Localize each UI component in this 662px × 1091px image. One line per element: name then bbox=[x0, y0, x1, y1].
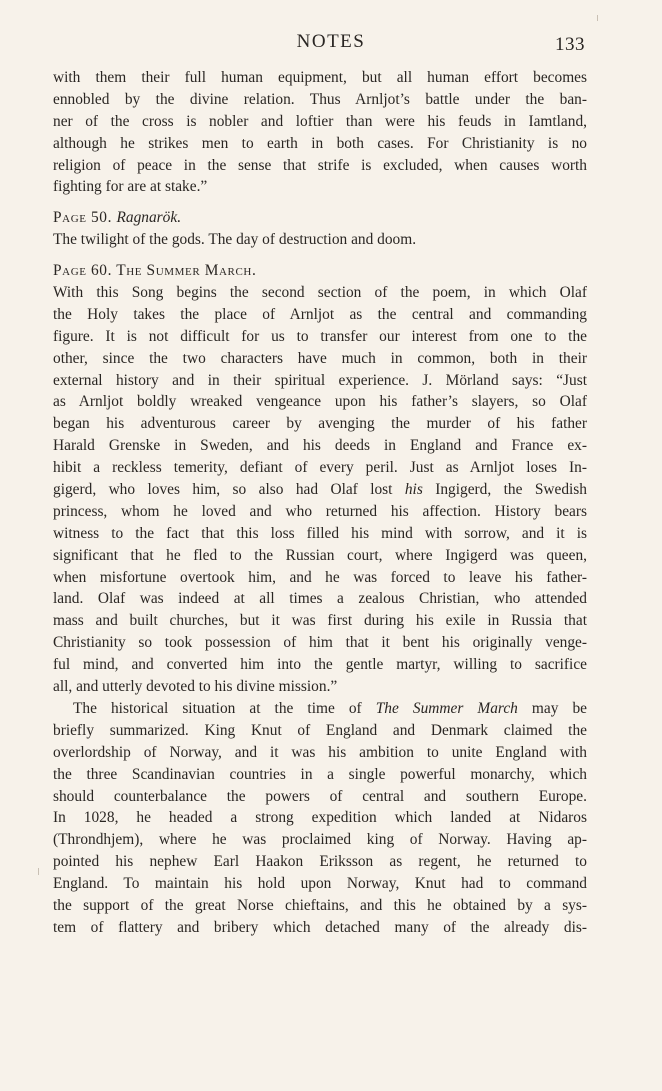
text-line: significant that he fled to the Russian court, where Ingigerd was queen, bbox=[53, 546, 587, 564]
text-run: may be bbox=[517, 699, 587, 717]
text-line: mass and built churches, but it was first during his exile in Russia that bbox=[53, 612, 587, 630]
stray-mark bbox=[597, 15, 598, 21]
text-line: ennobled by the divine relation. Thus Arnljot’s battle under the ban- bbox=[53, 90, 587, 108]
text-line: although he strikes men to earth in both cases. For Christianity is no bbox=[53, 134, 587, 152]
text-line: ful mind, and converted him into the gentle martyr, willing to sacrifice bbox=[53, 656, 587, 674]
text-line: the support of the great Norse chieftains, and this he obtained by a sys- bbox=[53, 896, 587, 914]
text-line: land. Olaf was indeed at all times a zealous Christian, who attended bbox=[53, 590, 587, 608]
text-line: religion of peace in the sense that strife is excluded, when causes worth bbox=[53, 156, 587, 174]
note-heading-prefix: Page 50. bbox=[53, 209, 117, 227]
text-line: all, and utterly devoted to his divine mission.” bbox=[53, 678, 338, 696]
text-line bbox=[53, 698, 587, 720]
text-run: Ingigerd, the Swedish bbox=[422, 481, 587, 499]
text-line: should counterbalance the powers of central and southern Europe. bbox=[53, 787, 587, 805]
note-heading-term: Ragnarök. bbox=[116, 209, 182, 227]
text-line: fighting for are at stake.” bbox=[53, 178, 208, 196]
text-line: when misfortune overtook him, and he was forced to leave his father- bbox=[53, 568, 587, 586]
text-line: princess, whom he loved and who returned his affection. History bears bbox=[53, 502, 587, 520]
text-line: witness to the fact that this loss filled his mind with sorrow, and it is bbox=[53, 524, 587, 542]
text-line: as Arnljot boldly wreaked vengeance upon his father’s slayers, so Olaf bbox=[53, 393, 587, 411]
text-line: Harald Grenske in Sweden, and his deeds in England and France ex- bbox=[53, 437, 587, 455]
italic-title: The Summer March bbox=[375, 699, 518, 717]
text-line: Christianity so took possession of him that it bent his originally venge- bbox=[53, 634, 587, 652]
text-line: began his adventurous career by avenging the murder of his father bbox=[53, 415, 587, 433]
text-line: with them their full human equipment, but all human effort becomes bbox=[53, 69, 587, 86]
text-line: ner of the cross is nobler and loftier than were his feuds in Iamtland, bbox=[53, 112, 587, 130]
text-run: gigerd, who loves him, so also had Olaf lost bbox=[53, 481, 405, 499]
text-line: briefly summarized. King Knut of England and Denmark claimed the bbox=[53, 721, 587, 739]
text-line: the three Scandinavian countries in a single powerful monarchy, which bbox=[53, 765, 587, 783]
text-line: external history and in their spiritual experience. J. Mörland says: “Just bbox=[53, 371, 587, 389]
text-line: overlordship of Norway, and it was his ambition to unite England with bbox=[53, 743, 587, 761]
text-line: In 1028, he headed a strong expedition which landed at Nidaros bbox=[53, 809, 587, 827]
text-line: other, since the two characters have much in common, both in their bbox=[53, 349, 587, 367]
text-line: England. To maintain his hold upon Norway, Knut had to command bbox=[53, 875, 587, 893]
text-run: The historical situation at the time of bbox=[73, 699, 376, 717]
running-header: NOTES bbox=[296, 31, 366, 52]
italic-word: his bbox=[404, 481, 423, 499]
margin-mark bbox=[38, 868, 39, 875]
page-number: 133 bbox=[555, 34, 585, 55]
page-body bbox=[53, 67, 587, 939]
text-line: (Throndhjem), where he was proclaimed king of Norway. Having ap- bbox=[53, 831, 587, 849]
text-line: the Holy takes the place of Arnljot as the central and commanding bbox=[53, 305, 587, 323]
text-line: figure. It is not difficult for us to transfer our interest from one to the bbox=[53, 327, 587, 345]
text-line: tem of flattery and bribery which detached many of the already dis- bbox=[53, 918, 587, 936]
note-heading-summer-march: Page 60. The Summer March. bbox=[53, 262, 257, 280]
note-heading-ragnarok bbox=[53, 207, 587, 229]
text-line bbox=[53, 479, 587, 501]
text-line: hibit a reckless temerity, defiant of every peril. Just as Arnljot loses In- bbox=[53, 459, 587, 477]
text-line: pointed his nephew Earl Haakon Eriksson as regent, he returned to bbox=[53, 853, 587, 871]
text-line: The twilight of the gods. The day of destruction and doom. bbox=[53, 231, 417, 249]
text-line: With this Song begins the second section of the poem, in which Olaf bbox=[53, 284, 587, 302]
